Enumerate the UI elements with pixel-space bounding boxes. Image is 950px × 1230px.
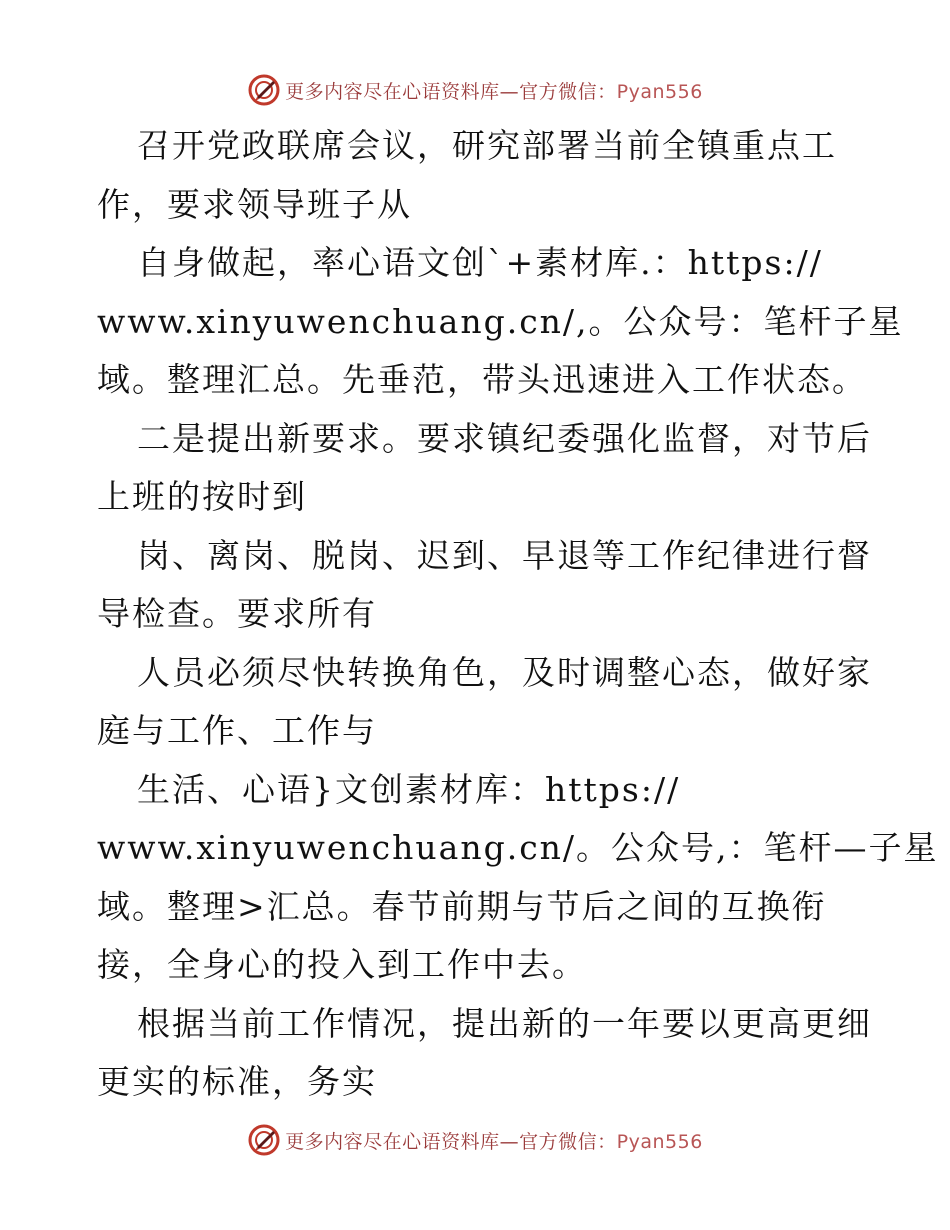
paragraph-line: 接，全身心的投入到工作中去。	[97, 945, 587, 984]
paragraph-line: www.xinyuwenchuang.cn/。公众号,：笔杆—子星	[97, 828, 939, 867]
paragraph-line: 上班的按时到	[97, 477, 307, 516]
header-banner	[0, 70, 950, 110]
paragraph-line: 岗、离岗、脱岗、迟到、早退等工作纪律进行督	[137, 535, 872, 575]
paragraph-line: 作，要求领导班子从	[97, 184, 412, 224]
paragraph-line: 二是提出新要求。要求镇纪委强化监督，对节后	[137, 418, 872, 458]
paragraph-line: www.xinyuwenchuang.cn/,。公众号：笔杆子星	[97, 301, 904, 341]
pen-logo-icon	[247, 73, 281, 107]
header-wechat-handle: Pyan556	[616, 80, 703, 103]
document-body	[97, 117, 939, 1112]
paragraph-line: 导检查。要求所有	[97, 594, 377, 633]
paragraph-line: 根据当前工作情况，提出新的一年要以更高更细	[137, 1003, 872, 1043]
footer-banner-text: 更多内容尽在心语资料库—官方微信：Pyan556	[285, 1130, 703, 1153]
paragraph-line: 人员必须尽快转换角色，及时调整心态，做好家	[137, 652, 872, 692]
paragraph-line: 生活、心语}文创素材库：https://	[137, 769, 681, 809]
paragraph-line: 更实的标准，务实	[97, 1062, 377, 1101]
paragraph-line: 召开党政联席会议，研究部署当前全镇重点工	[137, 126, 837, 165]
header-banner-text: 更多内容尽在心语资料库—官方微信：Pyan556	[285, 80, 703, 103]
footer-banner	[0, 1120, 950, 1160]
paragraph-line: 域。整理>汇总。春节前期与节后之间的互换衔	[97, 886, 827, 926]
pen-logo-icon	[247, 1123, 281, 1157]
paragraph-line: 庭与工作、工作与	[97, 711, 377, 750]
footer-wechat-handle: Pyan556	[616, 1130, 703, 1153]
paragraph-line: 自身做起，率心语文创`+素材库.：https://	[137, 243, 823, 282]
paragraph-line: 域。整理汇总。先垂范，带头迅速进入工作状态。	[97, 360, 867, 399]
